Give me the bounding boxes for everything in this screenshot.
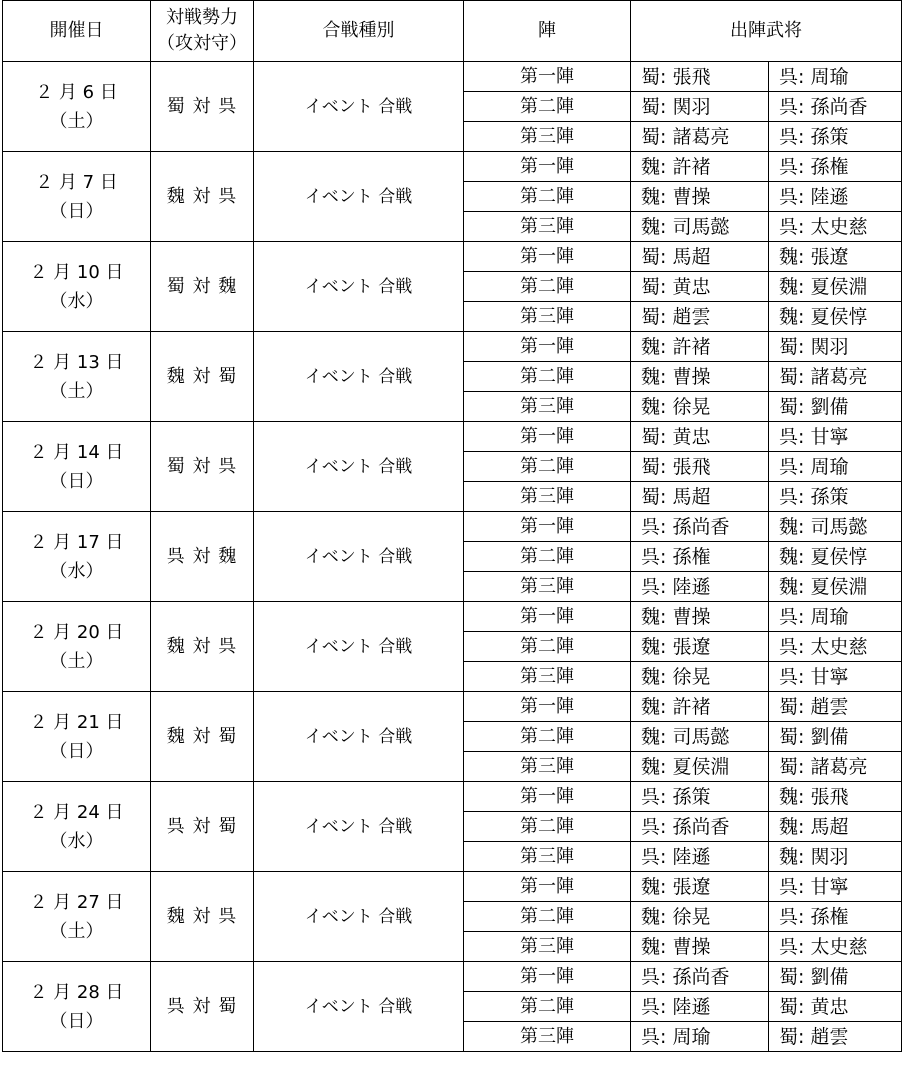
- attacker-general: 魏: 曹操: [631, 182, 769, 212]
- event-matchup: 蜀 対 魏: [151, 242, 254, 332]
- event-battle-type: イベント 合戦: [254, 692, 464, 782]
- attacker-general: 蜀: 諸葛亮: [631, 122, 769, 152]
- header-date: 開催日: [3, 1, 151, 62]
- attacker-general: 呉: 陸遜: [631, 992, 769, 1022]
- event-battle-schedule-table: [2, 0, 902, 1052]
- wave-label: 第三陣: [464, 662, 631, 692]
- event-matchup: 魏 対 呉: [151, 602, 254, 692]
- attacker-general: 蜀: 黄忠: [631, 272, 769, 302]
- defender-general: 呉: 甘寧: [769, 872, 902, 902]
- defender-general: 呉: 孫策: [769, 122, 902, 152]
- attacker-general: 魏: 曹操: [631, 602, 769, 632]
- event-date: ２ 月 10 日: [29, 261, 124, 283]
- attacker-general: 魏: 張遼: [631, 632, 769, 662]
- table-row: [3, 692, 902, 722]
- attacker-general: 呉: 孫尚香: [631, 962, 769, 992]
- wave-label: 第一陣: [464, 512, 631, 542]
- event-date: ２ 月 21 日: [29, 711, 124, 733]
- event-battle-type: イベント 合戦: [254, 872, 464, 962]
- defender-general: 魏: 夏侯惇: [769, 302, 902, 332]
- event-matchup: 蜀 対 呉: [151, 62, 254, 152]
- defender-general: 蜀: 関羽: [769, 332, 902, 362]
- event-day: （土）: [49, 920, 104, 942]
- event-day: （土）: [49, 110, 104, 132]
- attacker-general: 魏: 徐晃: [631, 662, 769, 692]
- defender-general: 魏: 夏侯淵: [769, 572, 902, 602]
- attacker-general: 蜀: 馬超: [631, 242, 769, 272]
- table-row: [3, 332, 902, 362]
- event-date-cell: [3, 152, 151, 242]
- attacker-general: 魏: 曹操: [631, 932, 769, 962]
- event-matchup: 呉 対 魏: [151, 512, 254, 602]
- wave-label: 第一陣: [464, 422, 631, 452]
- event-date-cell: [3, 692, 151, 782]
- event-battle-type: イベント 合戦: [254, 422, 464, 512]
- event-date-cell: [3, 782, 151, 872]
- wave-label: 第三陣: [464, 842, 631, 872]
- event-matchup: 呉 対 蜀: [151, 962, 254, 1052]
- event-date-cell: [3, 422, 151, 512]
- event-day: （水）: [49, 560, 104, 582]
- wave-label: 第二陣: [464, 992, 631, 1022]
- event-date: ２ 月 14 日: [29, 441, 124, 463]
- wave-label: 第二陣: [464, 812, 631, 842]
- attacker-general: 魏: 曹操: [631, 362, 769, 392]
- attacker-general: 魏: 司馬懿: [631, 212, 769, 242]
- attacker-general: 魏: 徐晃: [631, 902, 769, 932]
- wave-label: 第二陣: [464, 722, 631, 752]
- defender-general: 呉: 周瑜: [769, 452, 902, 482]
- defender-general: 呉: 周瑜: [769, 602, 902, 632]
- wave-label: 第二陣: [464, 92, 631, 122]
- table-row: [3, 62, 902, 92]
- attacker-general: 蜀: 黄忠: [631, 422, 769, 452]
- event-battle-type: イベント 合戦: [254, 602, 464, 692]
- defender-general: 蜀: 劉備: [769, 722, 902, 752]
- defender-general: 呉: 孫策: [769, 482, 902, 512]
- defender-general: 魏: 夏侯惇: [769, 542, 902, 572]
- defender-general: 呉: 甘寧: [769, 662, 902, 692]
- table-row: [3, 872, 902, 902]
- table-row: [3, 152, 902, 182]
- event-date-cell: [3, 332, 151, 422]
- header-wave: 陣: [464, 1, 631, 62]
- table-row: [3, 962, 902, 992]
- attacker-general: 魏: 司馬懿: [631, 722, 769, 752]
- attacker-general: 蜀: 馬超: [631, 482, 769, 512]
- defender-general: 呉: 陸遜: [769, 182, 902, 212]
- wave-label: 第三陣: [464, 302, 631, 332]
- table-row: [3, 512, 902, 542]
- event-day: （土）: [49, 380, 104, 402]
- wave-label: 第三陣: [464, 392, 631, 422]
- attacker-general: 蜀: 関羽: [631, 92, 769, 122]
- defender-general: 蜀: 趙雲: [769, 1022, 902, 1052]
- defender-general: 魏: 馬超: [769, 812, 902, 842]
- event-battle-type: イベント 合戦: [254, 962, 464, 1052]
- header-battle-type: 合戦種別: [254, 1, 464, 62]
- wave-label: 第三陣: [464, 1022, 631, 1052]
- wave-label: 第三陣: [464, 752, 631, 782]
- event-date-cell: [3, 512, 151, 602]
- wave-label: 第一陣: [464, 62, 631, 92]
- event-date: ２ 月 24 日: [29, 801, 124, 823]
- defender-general: 蜀: 劉備: [769, 962, 902, 992]
- wave-label: 第二陣: [464, 362, 631, 392]
- attacker-general: 蜀: 張飛: [631, 452, 769, 482]
- defender-general: 蜀: 諸葛亮: [769, 362, 902, 392]
- attacker-general: 呉: 陸遜: [631, 842, 769, 872]
- defender-general: 蜀: 劉備: [769, 392, 902, 422]
- event-date-cell: [3, 872, 151, 962]
- header-row: [3, 1, 902, 62]
- event-date: ２ 月 27 日: [29, 891, 124, 913]
- event-date-cell: [3, 962, 151, 1052]
- wave-label: 第一陣: [464, 332, 631, 362]
- event-matchup: 蜀 対 呉: [151, 422, 254, 512]
- event-matchup: 魏 対 呉: [151, 872, 254, 962]
- wave-label: 第一陣: [464, 602, 631, 632]
- defender-general: 呉: 太史慈: [769, 932, 902, 962]
- table-row: [3, 602, 902, 632]
- event-matchup: 魏 対 蜀: [151, 332, 254, 422]
- event-matchup: 呉 対 蜀: [151, 782, 254, 872]
- defender-general: 魏: 司馬懿: [769, 512, 902, 542]
- table-row: [3, 782, 902, 812]
- wave-label: 第二陣: [464, 182, 631, 212]
- event-matchup: 魏 対 呉: [151, 152, 254, 242]
- defender-general: 魏: 張飛: [769, 782, 902, 812]
- defender-general: 呉: 太史慈: [769, 632, 902, 662]
- attacker-general: 魏: 夏侯淵: [631, 752, 769, 782]
- wave-label: 第一陣: [464, 692, 631, 722]
- defender-general: 蜀: 趙雲: [769, 692, 902, 722]
- event-matchup: 魏 対 蜀: [151, 692, 254, 782]
- defender-general: 呉: 甘寧: [769, 422, 902, 452]
- event-day: （日）: [49, 1010, 104, 1032]
- defender-general: 蜀: 諸葛亮: [769, 752, 902, 782]
- event-date-cell: [3, 242, 151, 332]
- event-day: （日）: [49, 470, 104, 492]
- event-date-cell: [3, 602, 151, 692]
- table-row: [3, 242, 902, 272]
- event-day: （水）: [49, 830, 104, 852]
- attacker-general: 呉: 孫策: [631, 782, 769, 812]
- attacker-general: 呉: 陸遜: [631, 572, 769, 602]
- event-day: （日）: [49, 740, 104, 762]
- attacker-general: 蜀: 張飛: [631, 62, 769, 92]
- attacker-general: 魏: 許褚: [631, 332, 769, 362]
- defender-general: 呉: 孫権: [769, 902, 902, 932]
- wave-label: 第一陣: [464, 242, 631, 272]
- defender-general: 呉: 周瑜: [769, 62, 902, 92]
- defender-general: 呉: 孫権: [769, 152, 902, 182]
- attacker-general: 蜀: 趙雲: [631, 302, 769, 332]
- attacker-general: 呉: 孫尚香: [631, 512, 769, 542]
- event-battle-type: イベント 合戦: [254, 152, 464, 242]
- wave-label: 第一陣: [464, 152, 631, 182]
- event-date: ２ 月 28 日: [29, 981, 124, 1003]
- header-faction-line1: 対戦勢力: [166, 7, 238, 28]
- defender-general: 魏: 夏侯淵: [769, 272, 902, 302]
- event-day: （日）: [49, 200, 104, 222]
- event-day: （水）: [49, 290, 104, 312]
- attacker-general: 魏: 徐晃: [631, 392, 769, 422]
- wave-label: 第一陣: [464, 782, 631, 812]
- event-date-cell: [3, 62, 151, 152]
- event-date: ２ 月 17 日: [29, 531, 124, 553]
- wave-label: 第三陣: [464, 212, 631, 242]
- wave-label: 第三陣: [464, 572, 631, 602]
- table-row: [3, 422, 902, 452]
- event-day: （土）: [49, 650, 104, 672]
- wave-label: 第三陣: [464, 932, 631, 962]
- attacker-general: 呉: 周瑜: [631, 1022, 769, 1052]
- wave-label: 第二陣: [464, 542, 631, 572]
- attacker-general: 呉: 孫権: [631, 542, 769, 572]
- attacker-general: 魏: 張遼: [631, 872, 769, 902]
- defender-general: 蜀: 黄忠: [769, 992, 902, 1022]
- defender-general: 呉: 太史慈: [769, 212, 902, 242]
- header-faction-line2: （攻対守）: [157, 33, 247, 54]
- event-date: ２ 月 7 日: [35, 171, 118, 193]
- event-battle-type: イベント 合戦: [254, 62, 464, 152]
- wave-label: 第二陣: [464, 632, 631, 662]
- attacker-general: 魏: 許褚: [631, 152, 769, 182]
- header-generals: 出陣武将: [631, 1, 902, 62]
- event-date: ２ 月 6 日: [35, 81, 118, 103]
- event-battle-type: イベント 合戦: [254, 512, 464, 602]
- wave-label: 第二陣: [464, 452, 631, 482]
- wave-label: 第三陣: [464, 482, 631, 512]
- attacker-general: 呉: 孫尚香: [631, 812, 769, 842]
- wave-label: 第二陣: [464, 272, 631, 302]
- schedule-body: [3, 62, 902, 1052]
- wave-label: 第一陣: [464, 962, 631, 992]
- event-battle-type: イベント 合戦: [254, 242, 464, 332]
- defender-general: 魏: 張遼: [769, 242, 902, 272]
- event-battle-type: イベント 合戦: [254, 332, 464, 422]
- wave-label: 第一陣: [464, 872, 631, 902]
- event-battle-type: イベント 合戦: [254, 782, 464, 872]
- event-date: ２ 月 20 日: [29, 621, 124, 643]
- defender-general: 呉: 孫尚香: [769, 92, 902, 122]
- event-date: ２ 月 13 日: [29, 351, 124, 373]
- wave-label: 第三陣: [464, 122, 631, 152]
- wave-label: 第二陣: [464, 902, 631, 932]
- attacker-general: 魏: 許褚: [631, 692, 769, 722]
- header-faction: [151, 1, 254, 62]
- defender-general: 魏: 関羽: [769, 842, 902, 872]
